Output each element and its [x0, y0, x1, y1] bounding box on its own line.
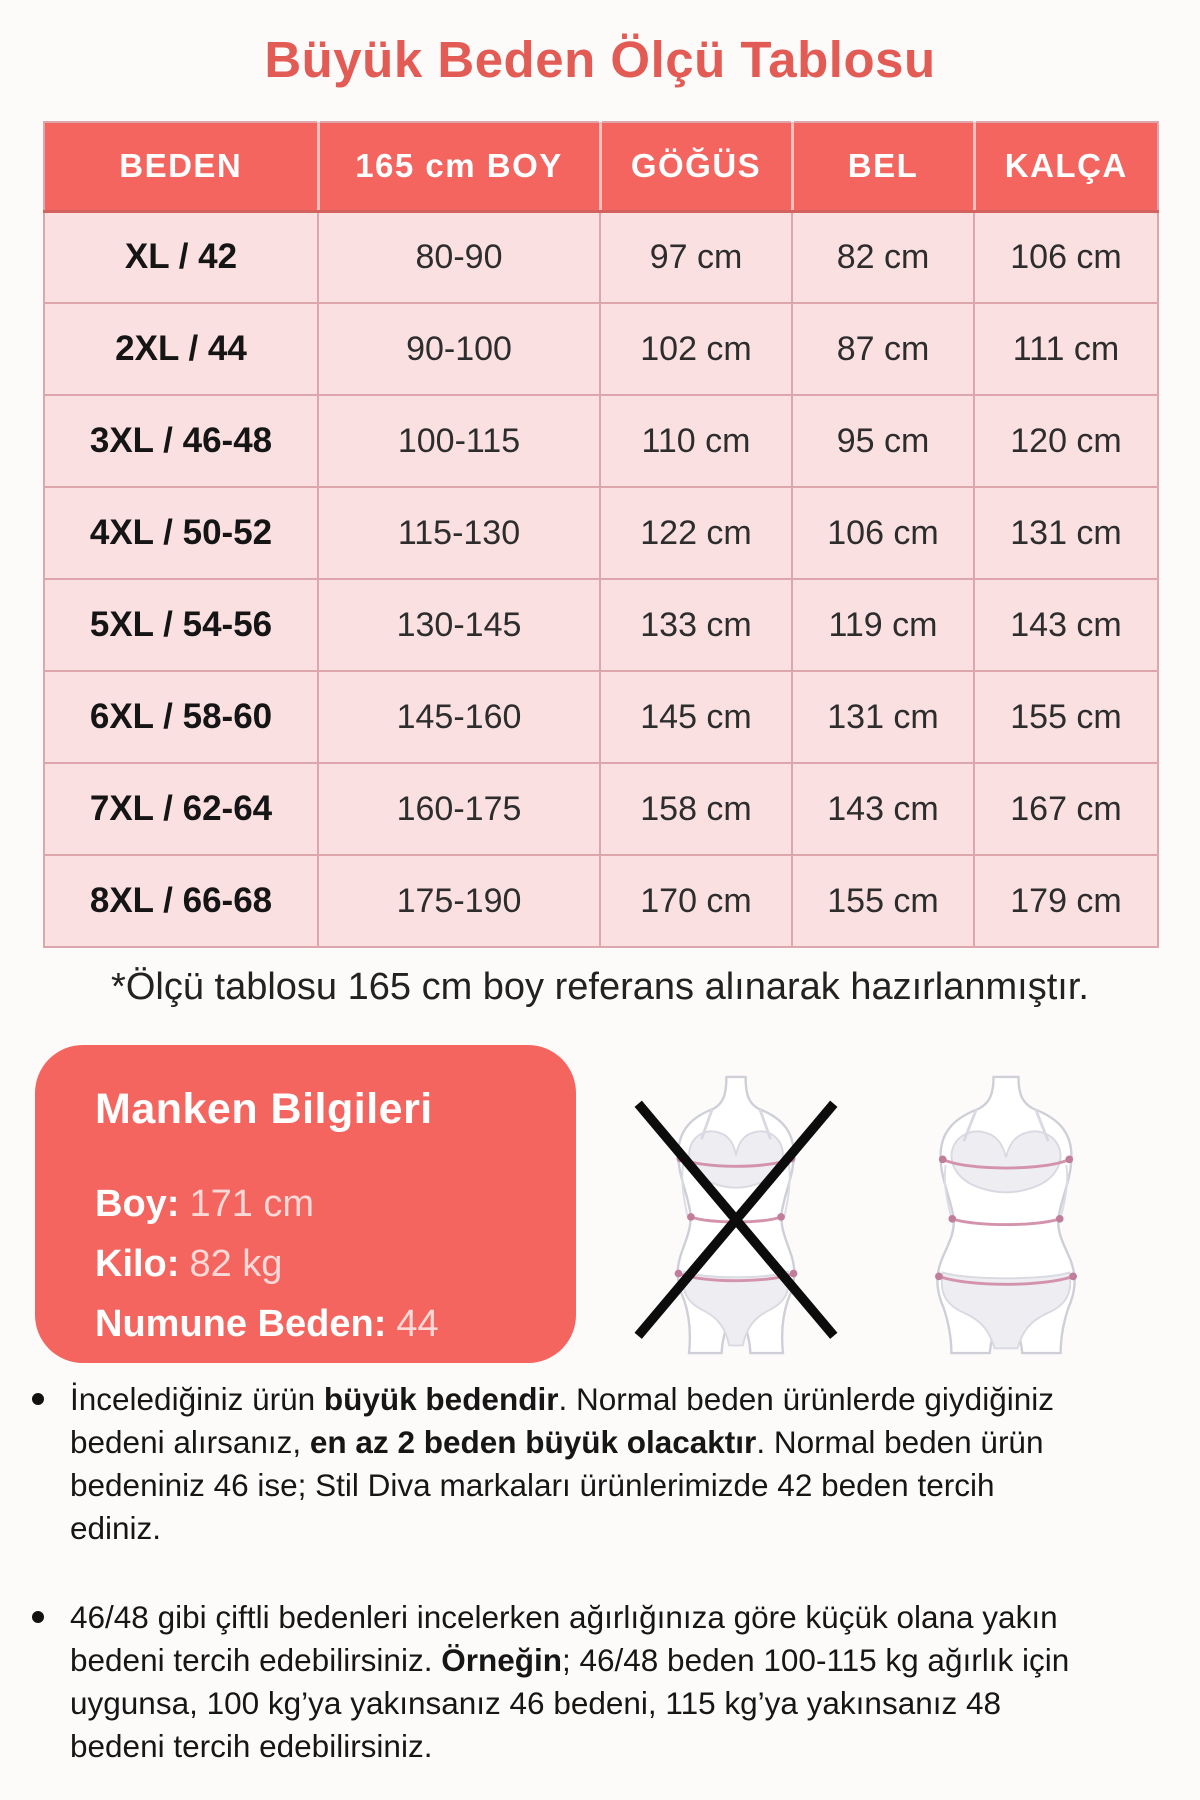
note-text-segment: en az 2 beden büyük olacaktır: [309, 1424, 757, 1460]
value-cell: 110 cm: [600, 395, 792, 487]
value-cell: 106 cm: [792, 487, 974, 579]
value-cell: 143 cm: [974, 579, 1158, 671]
table-row: [44, 395, 1158, 487]
header-cell-gogus: GÖĞÜS: [600, 122, 792, 211]
size-cell: 8XL / 66-68: [44, 855, 318, 947]
plus-size-figure-icon: [886, 1075, 1126, 1355]
model-info-sample-size-label: Numune Beden:: [95, 1303, 387, 1345]
value-cell: 131 cm: [792, 671, 974, 763]
table-header-row: [44, 122, 1158, 211]
value-cell: 131 cm: [974, 487, 1158, 579]
crossed-slim-figure-icon: [616, 1075, 856, 1355]
measure-dot: [777, 1213, 785, 1221]
value-cell: 133 cm: [600, 579, 792, 671]
measure-dot: [790, 1270, 798, 1278]
table-row: [44, 763, 1158, 855]
size-cell: 7XL / 62-64: [44, 763, 318, 855]
value-cell: 145-160: [318, 671, 600, 763]
table-footnote: *Ölçü tablosu 165 cm boy referans alınarak hazırlanmıştır.: [111, 966, 1089, 1008]
value-cell: 170 cm: [600, 855, 792, 947]
value-cell: 100-115: [318, 395, 600, 487]
value-cell: 155 cm: [792, 855, 974, 947]
model-info-height-label: Boy:: [95, 1183, 180, 1225]
note-text-segment: büyük bedendir: [323, 1381, 559, 1417]
table-row: [44, 211, 1158, 303]
model-info-section: [35, 1045, 1165, 1363]
table-row: [44, 671, 1158, 763]
note-text-segment: 46/48 gibi çiftli bedenleri incelerken ağırlığınıza göre küçük olana yakın bedeni tercih edebilirsiniz.: [70, 1599, 1058, 1678]
size-notes: [24, 1378, 1150, 1800]
measurement-figures: [616, 1075, 1126, 1355]
note-item: [24, 1596, 1080, 1768]
table-row: [44, 855, 1158, 947]
value-cell: 179 cm: [974, 855, 1158, 947]
header-cell-beden: BEDEN: [44, 122, 318, 211]
model-info-weight-label: Kilo:: [95, 1243, 180, 1285]
note-text-segment: . Normal beden ürünlerde giydiğiniz bedeni alırsanız,: [70, 1381, 1054, 1460]
size-cell: 5XL / 54-56: [44, 579, 318, 671]
model-info-lines: [95, 1174, 552, 1354]
header-cell-kalca: KALÇA: [974, 122, 1158, 211]
measure-dot: [939, 1156, 947, 1164]
measure-dot: [1065, 1156, 1073, 1164]
value-cell: 111 cm: [974, 303, 1158, 395]
value-cell: 160-175: [318, 763, 600, 855]
model-info-height: [95, 1174, 552, 1234]
size-cell: 2XL / 44: [44, 303, 318, 395]
value-cell: 155 cm: [974, 671, 1158, 763]
value-cell: 143 cm: [792, 763, 974, 855]
value-cell: 175-190: [318, 855, 600, 947]
value-cell: 90-100: [318, 303, 600, 395]
page-title: Büyük Beden Ölçü Tablosu: [264, 31, 936, 88]
table-row: [44, 487, 1158, 579]
value-cell: 115-130: [318, 487, 600, 579]
measure-dot: [935, 1273, 943, 1281]
model-info-sample-size: [95, 1294, 552, 1354]
size-cell: XL / 42: [44, 211, 318, 303]
value-cell: 106 cm: [974, 211, 1158, 303]
value-cell: 145 cm: [600, 671, 792, 763]
size-cell: 6XL / 58-60: [44, 671, 318, 763]
model-info-weight-value: 82 kg: [189, 1243, 283, 1285]
value-cell: 97 cm: [600, 211, 792, 303]
value-cell: 158 cm: [600, 763, 792, 855]
header-cell-bel: BEL: [792, 122, 974, 211]
size-cell: 3XL / 46-48: [44, 395, 318, 487]
table-row: [44, 303, 1158, 395]
model-info-sample-size-value: 44: [396, 1303, 439, 1345]
model-info-weight: [95, 1234, 552, 1294]
value-cell: 102 cm: [600, 303, 792, 395]
measure-dot: [948, 1215, 956, 1223]
value-cell: 167 cm: [974, 763, 1158, 855]
value-cell: 80-90: [318, 211, 600, 303]
measure-dot: [1069, 1273, 1077, 1281]
model-info-title: Manken Bilgileri: [95, 1085, 433, 1133]
measure-dot: [1056, 1215, 1064, 1223]
value-cell: 87 cm: [792, 303, 974, 395]
model-info-box: [35, 1045, 576, 1363]
size-cell: 4XL / 50-52: [44, 487, 318, 579]
note-item: [24, 1378, 1080, 1550]
value-cell: 119 cm: [792, 579, 974, 671]
size-table: [43, 121, 1159, 948]
measure-dot: [687, 1213, 695, 1221]
header-cell-boy: 165 cm BOY: [318, 122, 600, 211]
note-text-segment: . Normal beden ürün bedeniniz 46 ise; Stil Diva markaları ürünlerimizde 42 beden tercih ediniz.: [70, 1424, 1044, 1546]
value-cell: 120 cm: [974, 395, 1158, 487]
note-text-segment: Örneğin: [441, 1642, 562, 1678]
value-cell: 130-145: [318, 579, 600, 671]
table-row: [44, 579, 1158, 671]
model-info-height-value: 171 cm: [189, 1183, 315, 1225]
note-text-segment: İncelediğiniz ürün: [70, 1381, 324, 1417]
note-text-segment: ; 46/48 beden 100-115 kg ağırlık için uygunsa, 100 kg’ya yakınsanız 46 bedeni, 115 kg’ya yakınsanız 48 bedeni tercih edebilirsiniz.: [70, 1642, 1070, 1764]
measure-dot: [675, 1270, 683, 1278]
value-cell: 82 cm: [792, 211, 974, 303]
value-cell: 95 cm: [792, 395, 974, 487]
value-cell: 122 cm: [600, 487, 792, 579]
